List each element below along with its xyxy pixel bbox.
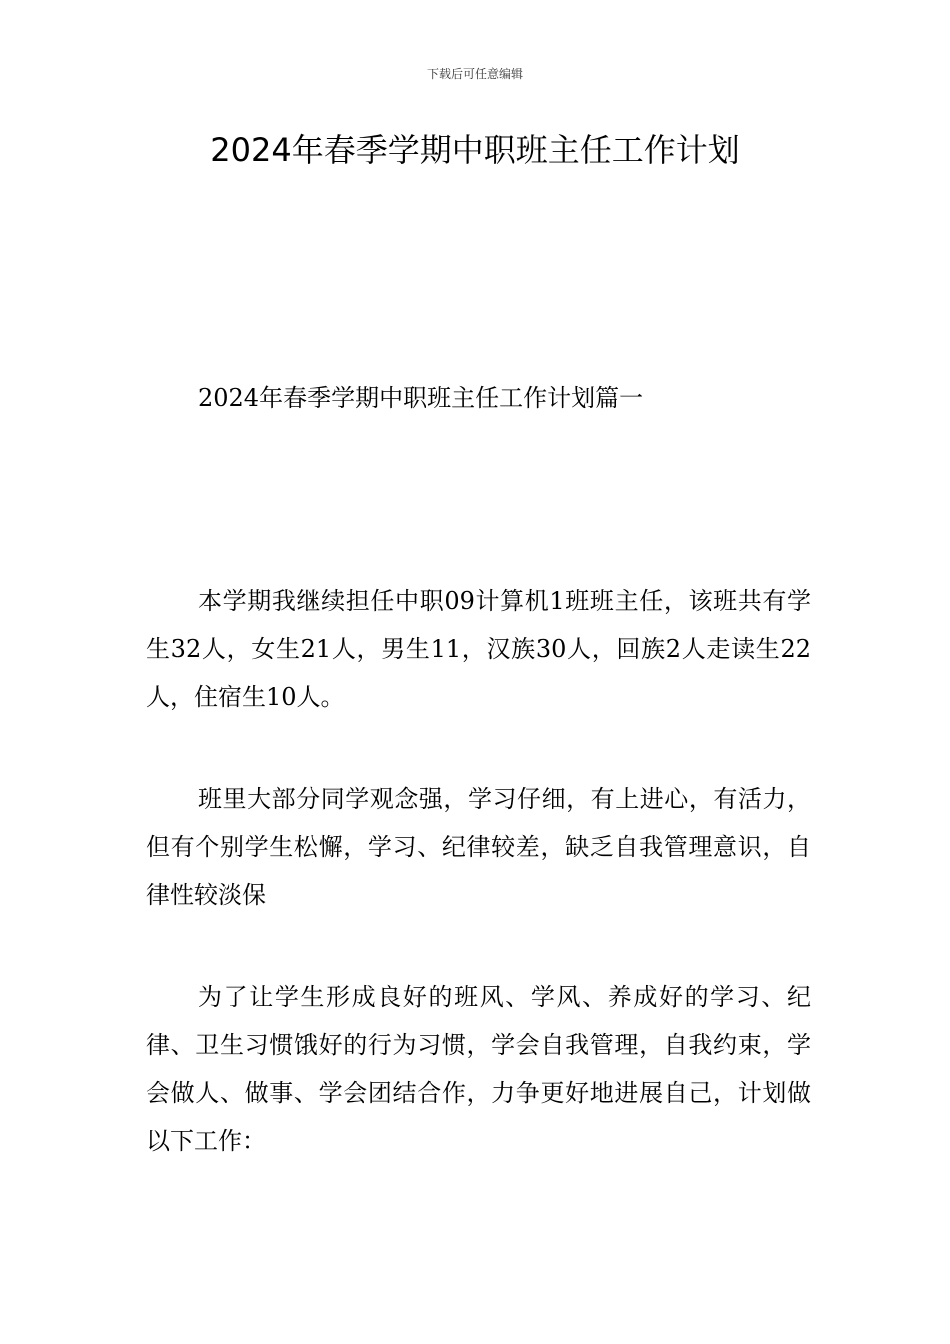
header-note: 下载后可任意编辑 [426,67,523,81]
paragraph-plan-goals: 为了让学生形成良好的班风、学风、养成好的学习、纪律、卫生习惯饿好的行为习惯，学会自我管理，自我约束，学会做人、做事、学会团结合作，力争更好地进展自己，计划做以下工作： [146,983,811,1155]
paragraph-class-situation: 班里大部分同学观念强，学习仔细，有上进心，有活力，但有个别学生松懈，学习、纪律较差，缺乏自我管理意识，自律性较淡保 [146,785,811,909]
paragraph-class-info: 本学期我继续担任中职09计算机1班班主任，该班共有学生32人，女生21人，男生11，汉族30人，回族2人走读生22人，住宿生10人。 [146,587,811,711]
document-title: 2024年春季学期中职班主任工作计划 [210,131,740,169]
section-subtitle: 2024年春季学期中职班主任工作计划篇一 [198,384,644,412]
